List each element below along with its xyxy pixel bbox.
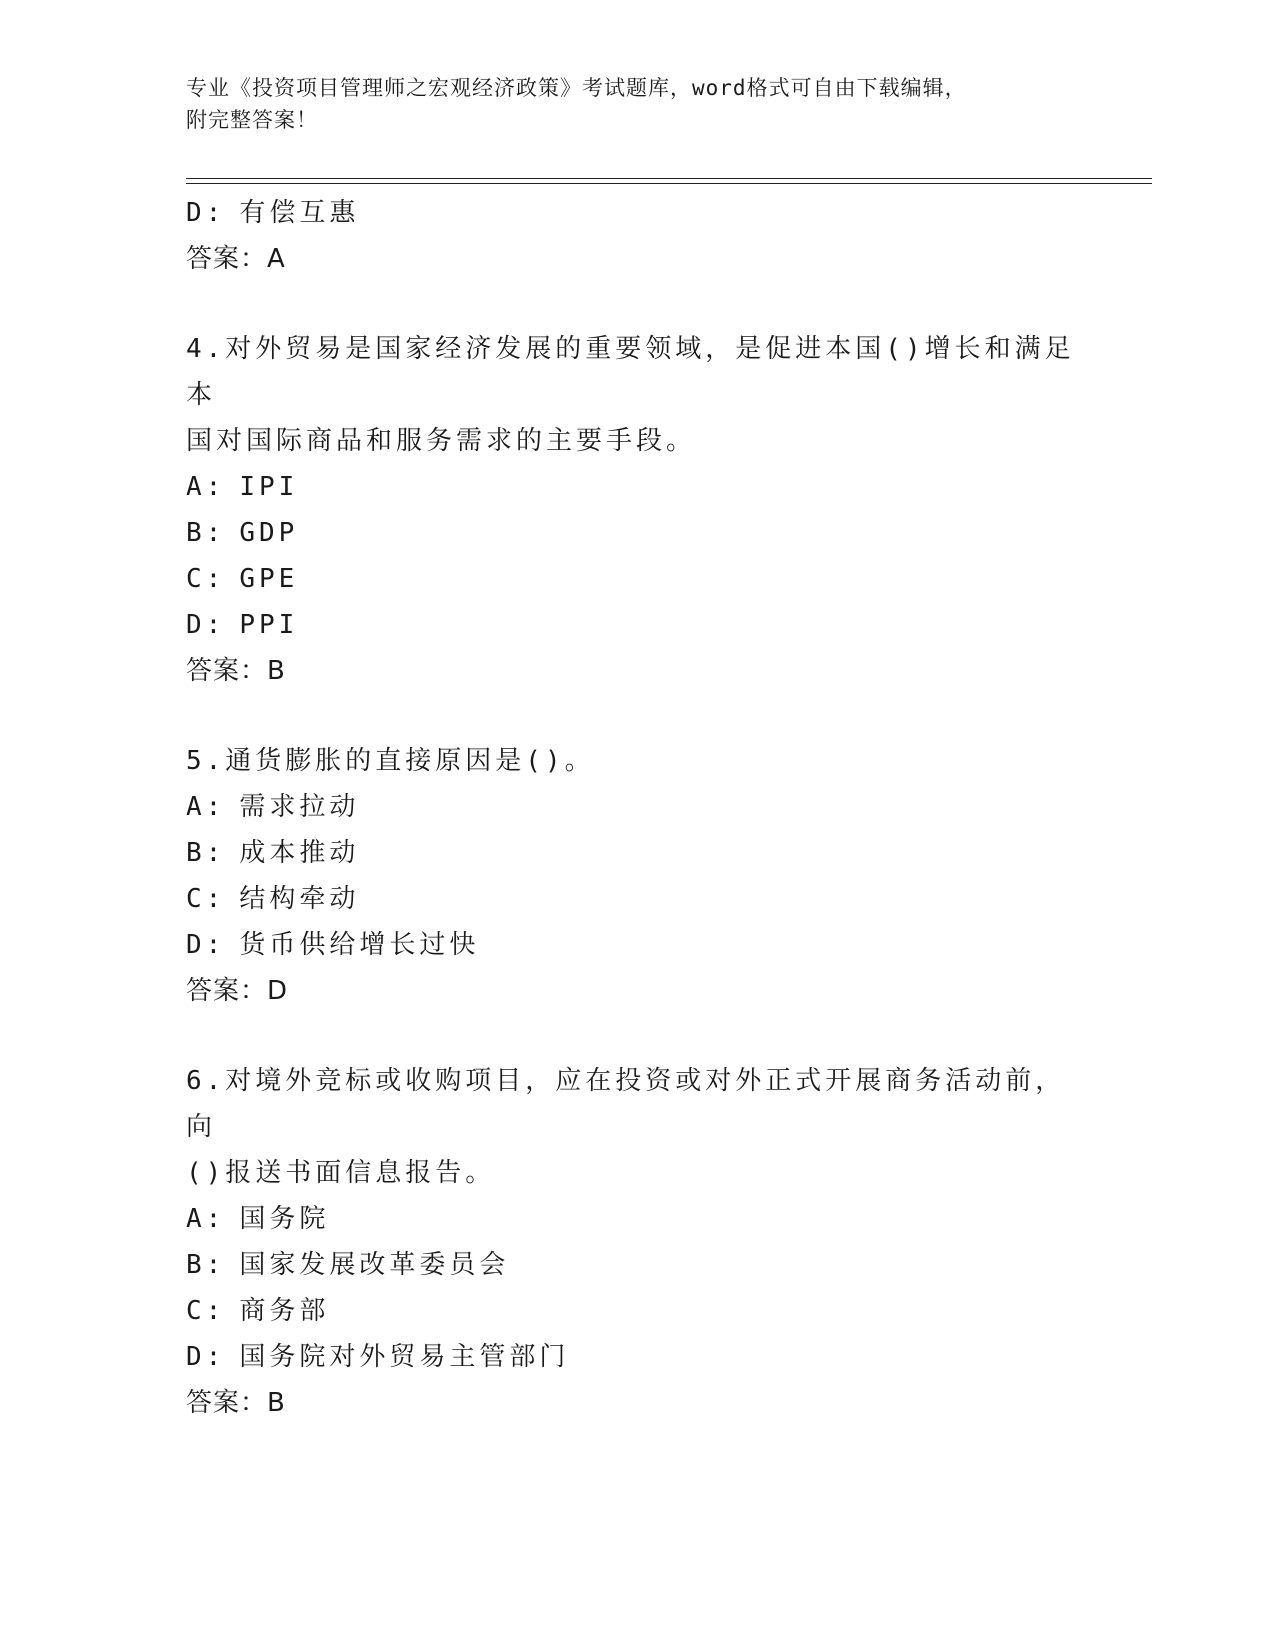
option-b — [186, 510, 1086, 556]
question-stem-line: 国对国际商品和服务需求的主要手段。 — [186, 426, 697, 456]
option-text: 国务院对外贸易主管部门 — [239, 1342, 570, 1372]
option-key: C: — [186, 564, 226, 594]
option-key: D: — [186, 1342, 226, 1372]
option-d — [186, 602, 1086, 648]
option-key: D: — [186, 610, 226, 640]
option-d — [186, 922, 1086, 968]
answer-text: 答案：A — [186, 244, 286, 274]
option-text: 货币供给增长过快 — [239, 930, 480, 960]
option-key: D: — [186, 930, 226, 960]
option-key: B: — [186, 1250, 226, 1280]
question-6 — [186, 1058, 1086, 1426]
question-5 — [186, 738, 1086, 1014]
option-key: B: — [186, 518, 226, 548]
answer-text: 答案：B — [186, 1388, 286, 1418]
option-d — [186, 1334, 1086, 1380]
previous-question-tail — [186, 190, 1086, 282]
option-text: 需求拉动 — [239, 792, 360, 822]
answer-text: 答案：D — [186, 976, 289, 1006]
option-key: D: — [186, 198, 226, 228]
option-key: B: — [186, 838, 226, 868]
option-text: 商务部 — [239, 1296, 330, 1326]
question-4 — [186, 326, 1086, 694]
option-text: 结构牵动 — [239, 884, 360, 914]
question-content — [186, 190, 1086, 1426]
option-key: A: — [186, 472, 226, 502]
option-text: GDP — [239, 518, 299, 548]
option-key: A: — [186, 1204, 226, 1234]
option-text: IPI — [239, 472, 299, 502]
option-text: 国务院 — [239, 1204, 330, 1234]
option-key: A: — [186, 792, 226, 822]
question-stem-line: 4.对外贸易是国家经济发展的重要领域，是促进本国()增长和满足本 — [186, 334, 1075, 410]
header-divider — [186, 178, 1152, 184]
option-a — [186, 784, 1086, 830]
option-text: GPE — [239, 564, 299, 594]
page-header — [186, 72, 1066, 136]
header-line-1: 专业《投资项目管理师之宏观经济政策》考试题库，word格式可自由下载编辑， — [186, 76, 967, 100]
option-text: 有偿互惠 — [239, 198, 360, 228]
option-text: PPI — [239, 610, 299, 640]
question-stem-line: ()报送书面信息报告。 — [186, 1158, 496, 1188]
option-a — [186, 1196, 1086, 1242]
header-line-2: 附完整答案！ — [186, 108, 318, 132]
option-a — [186, 464, 1086, 510]
option-c — [186, 876, 1086, 922]
question-stem-line: 5.通货膨胀的直接原因是()。 — [186, 746, 595, 776]
option-b — [186, 1242, 1086, 1288]
option-d — [186, 190, 1086, 236]
option-c — [186, 556, 1086, 602]
question-stem-line: 6.对境外竞标或收购项目，应在投资或对外正式开展商务活动前，向 — [186, 1066, 1066, 1142]
option-key: C: — [186, 884, 226, 914]
option-key: C: — [186, 1296, 226, 1326]
option-text: 国家发展改革委员会 — [239, 1250, 510, 1280]
answer-text: 答案：B — [186, 656, 286, 686]
option-b — [186, 830, 1086, 876]
option-c — [186, 1288, 1086, 1334]
option-text: 成本推动 — [239, 838, 360, 868]
